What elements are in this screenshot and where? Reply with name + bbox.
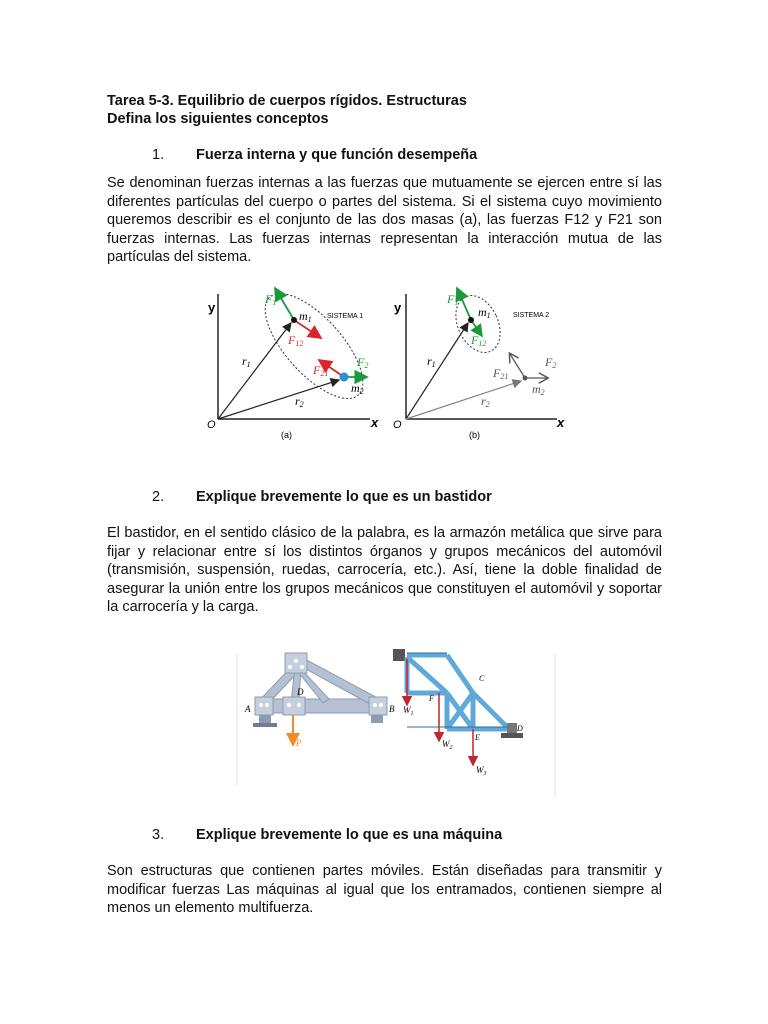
frame-label-w1: $W_1$ [403,705,414,717]
support-b [371,715,383,723]
panel-a-F2-label: F2 [357,355,369,370]
panel-a-F1-label: F1 [265,292,277,307]
truss-label-a: A [245,704,251,714]
panel-b-r1-label: r1 [427,354,436,369]
panel-b-mass-2 [523,376,528,381]
frame-wall-support [393,649,405,661]
frame-label-w3: $W_3$ [476,765,487,777]
question-2-heading [152,488,492,506]
panel-a-y-label: y [208,300,216,315]
question-3-title: Explique brevemente lo que es una máquina [196,827,503,843]
panel-a-F21-label: F21 [313,363,329,378]
frame-label-c: C [479,674,485,683]
document-subtitle: Defina los siguientes conceptos [107,111,329,127]
panel-b-x-label: x [557,415,565,430]
panel-a [207,280,379,440]
panel-b-caption: (b) [469,430,480,440]
panel-a-mass-2 [340,373,349,382]
panel-a-F12-label: F12 [288,333,304,348]
panel-b-F21-label: F21 [493,366,509,381]
panel-b-F2-label: F2 [545,355,557,370]
truss-label-b: B [389,704,395,714]
support-a [259,715,271,723]
panel-a-r2-label: r2 [295,394,304,409]
frame-label-f: F [429,694,434,703]
frame-label-w2: $W_2$ [442,739,453,751]
question-1-heading [152,146,477,164]
question-3-heading [152,826,502,844]
panel-b-origin: O [393,419,402,431]
frame-support-d [507,723,517,733]
question-1-answer: Se denominan fuerzas internas a las fuerzas que mutuamente se ejercen entre sí las diferentes partículas del cuerpo o partes del sistema. Si el sistema cuyo movimiento queremos describir es el conjunto de las dos masas (a), las fuerzas F12 y F21 son fuerzas internas. Las fuerzas internas representan la interacción mutua de las partículas del sistema. [107,175,662,265]
question-1-number: 1. [152,147,165,163]
truss-label-p: P [296,738,302,748]
panel-b-F1-label: F1 [447,292,459,307]
question-2-answer: El bastidor, en el sentido clásico de la palabra, es la armazón metálica que sirve para fijar y relacionar entre sí los distintos órganos y grupos mecánicos del automóvil (transmisión, suspensión, ruedas, carrocería, etc.). Así, tiene la doble finalidad de asegurar la unión entre los grupos mecánicos que constituyen el automóvil y soportar la carrocería y la carga. [107,525,662,615]
truss-joint-b [369,697,387,715]
panel-b-r1-vector [406,323,468,419]
panel-b [393,288,565,440]
panel-b-m1-label: m1 [478,305,491,320]
panel-b-r2-vector [406,381,521,419]
panel-b-m2-label: m2 [532,382,545,397]
panel-a-r1-label: r1 [242,354,251,369]
panel-a-m2-label: m2 [351,381,364,396]
internal-forces-figure [195,280,575,445]
panel-b-r2-label: r2 [481,394,490,409]
panel-b-F1-arrow [457,288,471,320]
panel-a-r2-vector [218,380,339,419]
truss-joint-a [255,697,273,715]
panel-a-F1-arrow [275,288,294,320]
question-2-number: 2. [152,489,165,505]
figure-2-background [235,645,557,800]
panel-b-F21-arrow [510,354,525,378]
panel-a-origin: O [207,419,216,431]
question-3-number: 3. [152,827,165,843]
truss-joint-d [283,697,305,715]
panel-a-caption: (a) [281,430,292,440]
panel-a-r1-vector [218,323,291,419]
question-1-title: Fuerza interna y que función desempeña [196,147,478,163]
panel-a-x-label: x [371,415,379,430]
panel-b-y-label: y [394,300,402,315]
document-title: Tarea 5-3. Equilibrio de cuerpos rígidos. Estructuras [107,93,467,109]
truss-label-d: D [297,687,304,697]
panel-b-system-label: SISTEMA 2 [513,312,550,319]
question-2-title: Explique brevemente lo que es un bastidor [196,489,492,505]
frame-label-d: D [517,724,523,733]
panel-a-m1-label: m1 [299,309,312,324]
panel-a-mass-1 [291,317,297,323]
frame-label-e: E [475,733,480,742]
frame-structures-figure [235,645,560,800]
panel-a-system-label: SISTEMA 1 [327,313,364,320]
panel-b-F12-label: F12 [471,333,487,348]
panel-b-mass-1 [468,317,474,323]
question-3-answer: Son estructuras que contienen partes móviles. Están diseñadas para transmitir y modificar fuerzas Las máquinas al igual que los entramados, contienen siempre al menos un elemento multifuerza. [107,863,662,916]
